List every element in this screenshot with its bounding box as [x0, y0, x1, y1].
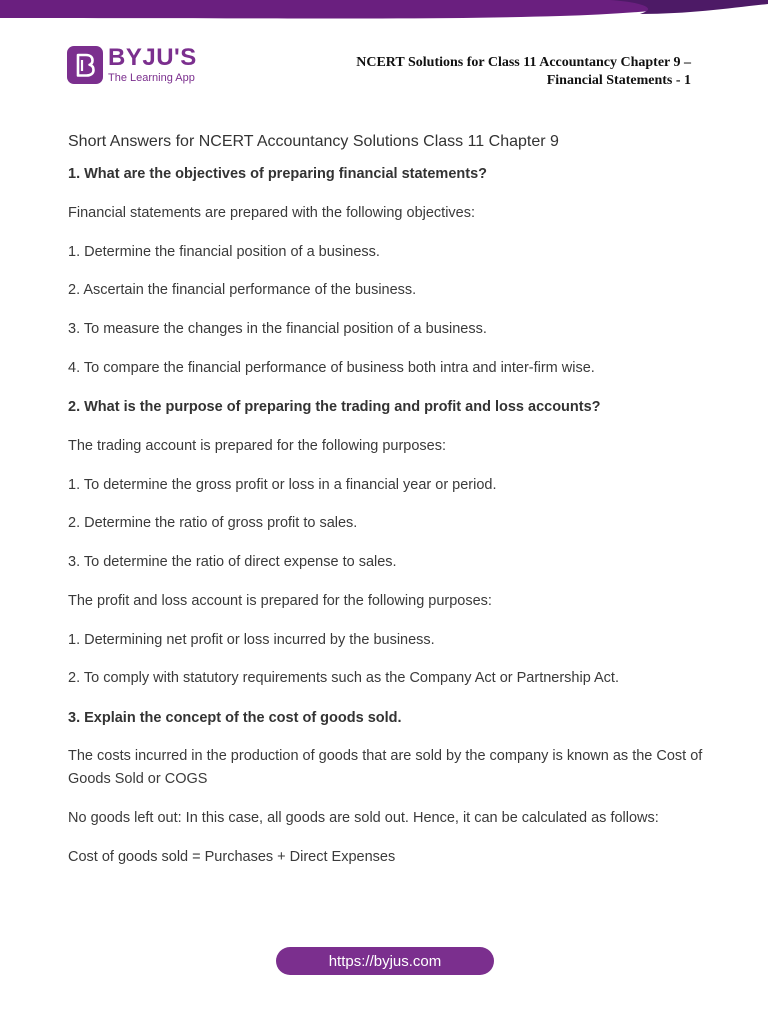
footer-url-pill[interactable] — [276, 947, 494, 975]
question-2: 2. What is the purpose of preparing the trading and profit and loss accounts? — [68, 399, 601, 415]
brand-name: BYJU'S — [108, 44, 197, 71]
header-title-line-2: Financial Statements - 1 — [546, 73, 691, 88]
q3-formula: Cost of goods sold = Purchases + Direct Expenses — [68, 849, 396, 865]
header-title-line-1: NCERT Solutions for Class 11 Accountancy Chapter 9 – — [356, 55, 691, 70]
top-decorative-banner — [0, 0, 768, 28]
q1-intro: Financial statements are prepared with the following objectives: — [68, 205, 476, 221]
q1-point-3: 3. To measure the changes in the financial position of a business. — [68, 321, 487, 337]
q1-point-2: 2. Ascertain the financial performance of the business. — [68, 282, 417, 298]
q2-trading-point-2: 2. Determine the ratio of gross profit to sales. — [68, 515, 358, 531]
byjus-b-logo-icon — [67, 46, 103, 84]
q2-trading-point-1: 1. To determine the gross profit or loss in a financial year or period. — [68, 477, 497, 493]
q2-pl-intro: The profit and loss account is prepared for the following purposes: — [68, 593, 492, 609]
q2-pl-point-2: 2. To comply with statutory requirements such as the Company Act or Partnership Act. — [68, 670, 619, 686]
q2-trading-intro: The trading account is prepared for the following purposes: — [68, 438, 447, 454]
section-title: Short Answers for NCERT Accountancy Solutions Class 11 Chapter 9 — [68, 133, 559, 150]
q1-point-4: 4. To compare the financial performance of business both intra and inter-firm wise. — [68, 360, 595, 376]
brand-tagline: The Learning App — [108, 72, 195, 84]
document-header-title — [356, 54, 691, 90]
q3-answer: The costs incurred in the production of goods that are sold by the company is known as the Cost of Goods Sold or COGS — [68, 748, 703, 787]
footer-url-link[interactable]: https://byjus.com — [328, 952, 442, 970]
q1-point-1: 1. Determine the financial position of a business. — [68, 244, 380, 260]
question-1: 1. What are the objectives of preparing financial statements? — [68, 166, 487, 182]
q3-case-1: No goods left out: In this case, all goods are sold out. Hence, it can be calculated as follows: — [68, 810, 659, 826]
question-3: 3. Explain the concept of the cost of goods sold. — [68, 710, 402, 726]
q2-pl-point-1: 1. Determining net profit or loss incurred by the business. — [68, 632, 435, 648]
q2-trading-point-3: 3. To determine the ratio of direct expense to sales. — [68, 554, 397, 570]
byjus-logo — [67, 44, 197, 86]
